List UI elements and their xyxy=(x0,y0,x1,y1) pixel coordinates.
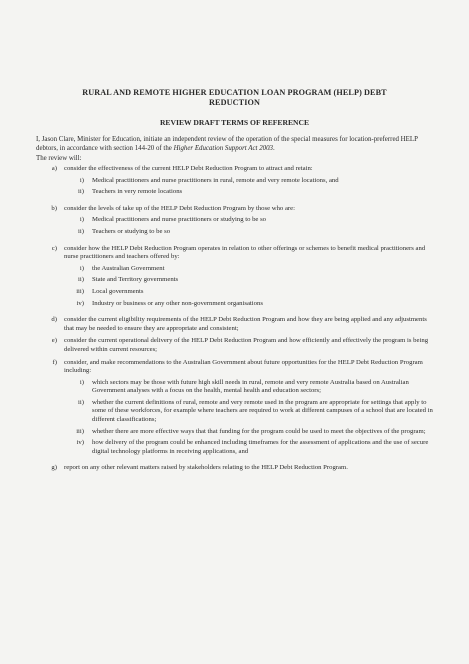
term-item xyxy=(36,337,433,354)
term-item xyxy=(36,316,433,333)
sub-text: Industry or business or any other non-government organisations xyxy=(92,299,263,307)
sub-list xyxy=(64,379,433,457)
term-label: b) xyxy=(51,204,57,212)
sub-item xyxy=(64,439,433,456)
term-label: c) xyxy=(51,244,57,252)
sub-item xyxy=(64,288,433,297)
term-item xyxy=(36,359,433,461)
sub-item xyxy=(64,379,433,396)
sub-list xyxy=(64,216,433,236)
term-item xyxy=(36,165,433,201)
sub-text: State and Territory governments xyxy=(92,276,179,284)
sub-label: iv) xyxy=(76,299,84,307)
sub-label: i) xyxy=(79,216,84,224)
sub-label: i) xyxy=(79,264,84,272)
term-item xyxy=(36,245,433,313)
sub-text: Teachers in very remote locations xyxy=(92,188,183,196)
review-lead: The review will: xyxy=(36,155,82,162)
sub-label: ii) xyxy=(78,227,84,235)
sub-item xyxy=(64,428,433,437)
act-name: Higher Education Support Act 2003 xyxy=(173,145,273,152)
terms-list xyxy=(36,165,433,473)
sub-label: iii) xyxy=(76,287,84,295)
term-label: g) xyxy=(51,464,57,472)
document-subtitle: REVIEW DRAFT TERMS OF REFERENCE xyxy=(159,118,310,127)
sub-label: ii) xyxy=(78,398,84,406)
term-label: f) xyxy=(52,358,57,366)
sub-label: i) xyxy=(79,176,84,184)
term-text: report on any other relevant matters raised by stakeholders relating to the HELP Debt Reduction Program. xyxy=(64,464,348,472)
sub-label: i) xyxy=(79,378,84,386)
term-text: consider, and make recommendations to the Australian Government about future opportunities for the HELP Debt Reduction Program including: xyxy=(64,358,423,375)
sub-text: Medical practitioners and nurse practitioners in rural, remote and very remote locations, and xyxy=(92,176,339,184)
sub-item xyxy=(64,399,433,425)
term-text: consider how the HELP Debt Reduction Program operates in relation to other offerings or schemes to benefit medical practitioners and nurse practitioners and teachers offered by: xyxy=(64,244,426,261)
sub-label: ii) xyxy=(78,188,84,196)
sub-item xyxy=(64,265,433,274)
sub-label: ii) xyxy=(78,276,84,284)
sub-item xyxy=(64,228,433,237)
sub-text: Teachers or studying to be so xyxy=(92,227,171,235)
sub-text: the Australian Government xyxy=(92,264,165,272)
sub-label: iv) xyxy=(76,439,84,447)
sub-text: whether the current definitions of rural, remote and very remote used in the program are appropriate for settings that apply to some of these workforces, for example where teachers are required to work at different campuses of a school that are located in different classifications; xyxy=(92,398,433,424)
intro-paragraph: I, Jason Clare, Minister for Education, initiate an independent review of the operation of the special measures for location-preferred HELP debtors, in accordance with section 144-20 of the Higher Education Support Act 2003. xyxy=(36,136,418,152)
sub-item xyxy=(64,300,433,309)
term-item xyxy=(36,464,433,473)
term-label: a) xyxy=(51,165,57,172)
sub-text: which sectors may be those with future high skill needs in rural, remote and very remote Australia based on Australian Government analyses with a focus on the health, mental health and education sectors; xyxy=(92,378,409,395)
term-item xyxy=(36,205,433,241)
sub-text: Medical practitioners and nurse practitioners or studying to be so xyxy=(92,216,267,224)
term-text: consider the effectiveness of the current HELP Debt Reduction Program to attract and retain: xyxy=(64,165,313,172)
sub-item xyxy=(64,216,433,225)
term-label: e) xyxy=(51,337,57,345)
term-text: consider the current operational delivery of the HELP Debt Reduction Program and how efficiently and effectively the program is being delivered within current resources; xyxy=(64,337,429,353)
sub-text: Local governments xyxy=(92,287,144,295)
sub-item xyxy=(64,276,433,285)
sub-list xyxy=(64,265,433,308)
sub-item xyxy=(64,188,433,197)
document-title: RURAL AND REMOTE HIGHER EDUCATION LOAN PROGRAM (HELP) DEBT REDUCTION xyxy=(82,88,387,107)
sub-text: how delivery of the program could be enhanced including timeframes for the assessment of applications and the use of secure digital technology platforms in receiving applications, and xyxy=(92,439,429,455)
term-text: consider the current eligibility requirements of the HELP Debt Reduction Program and how they are being applied and any adjustments that may be needed to ensure they are appropriate and consistent; xyxy=(64,316,427,332)
term-text: consider the levels of take up of the HELP Debt Reduction Program by those who are: xyxy=(64,204,295,212)
sub-item xyxy=(64,177,433,186)
sub-list xyxy=(64,177,433,197)
sub-label: iii) xyxy=(76,427,84,435)
sub-text: whether there are more effective ways that that funding for the program could be used to meet the objectives of the program; xyxy=(92,427,426,435)
term-label: d) xyxy=(51,316,57,324)
